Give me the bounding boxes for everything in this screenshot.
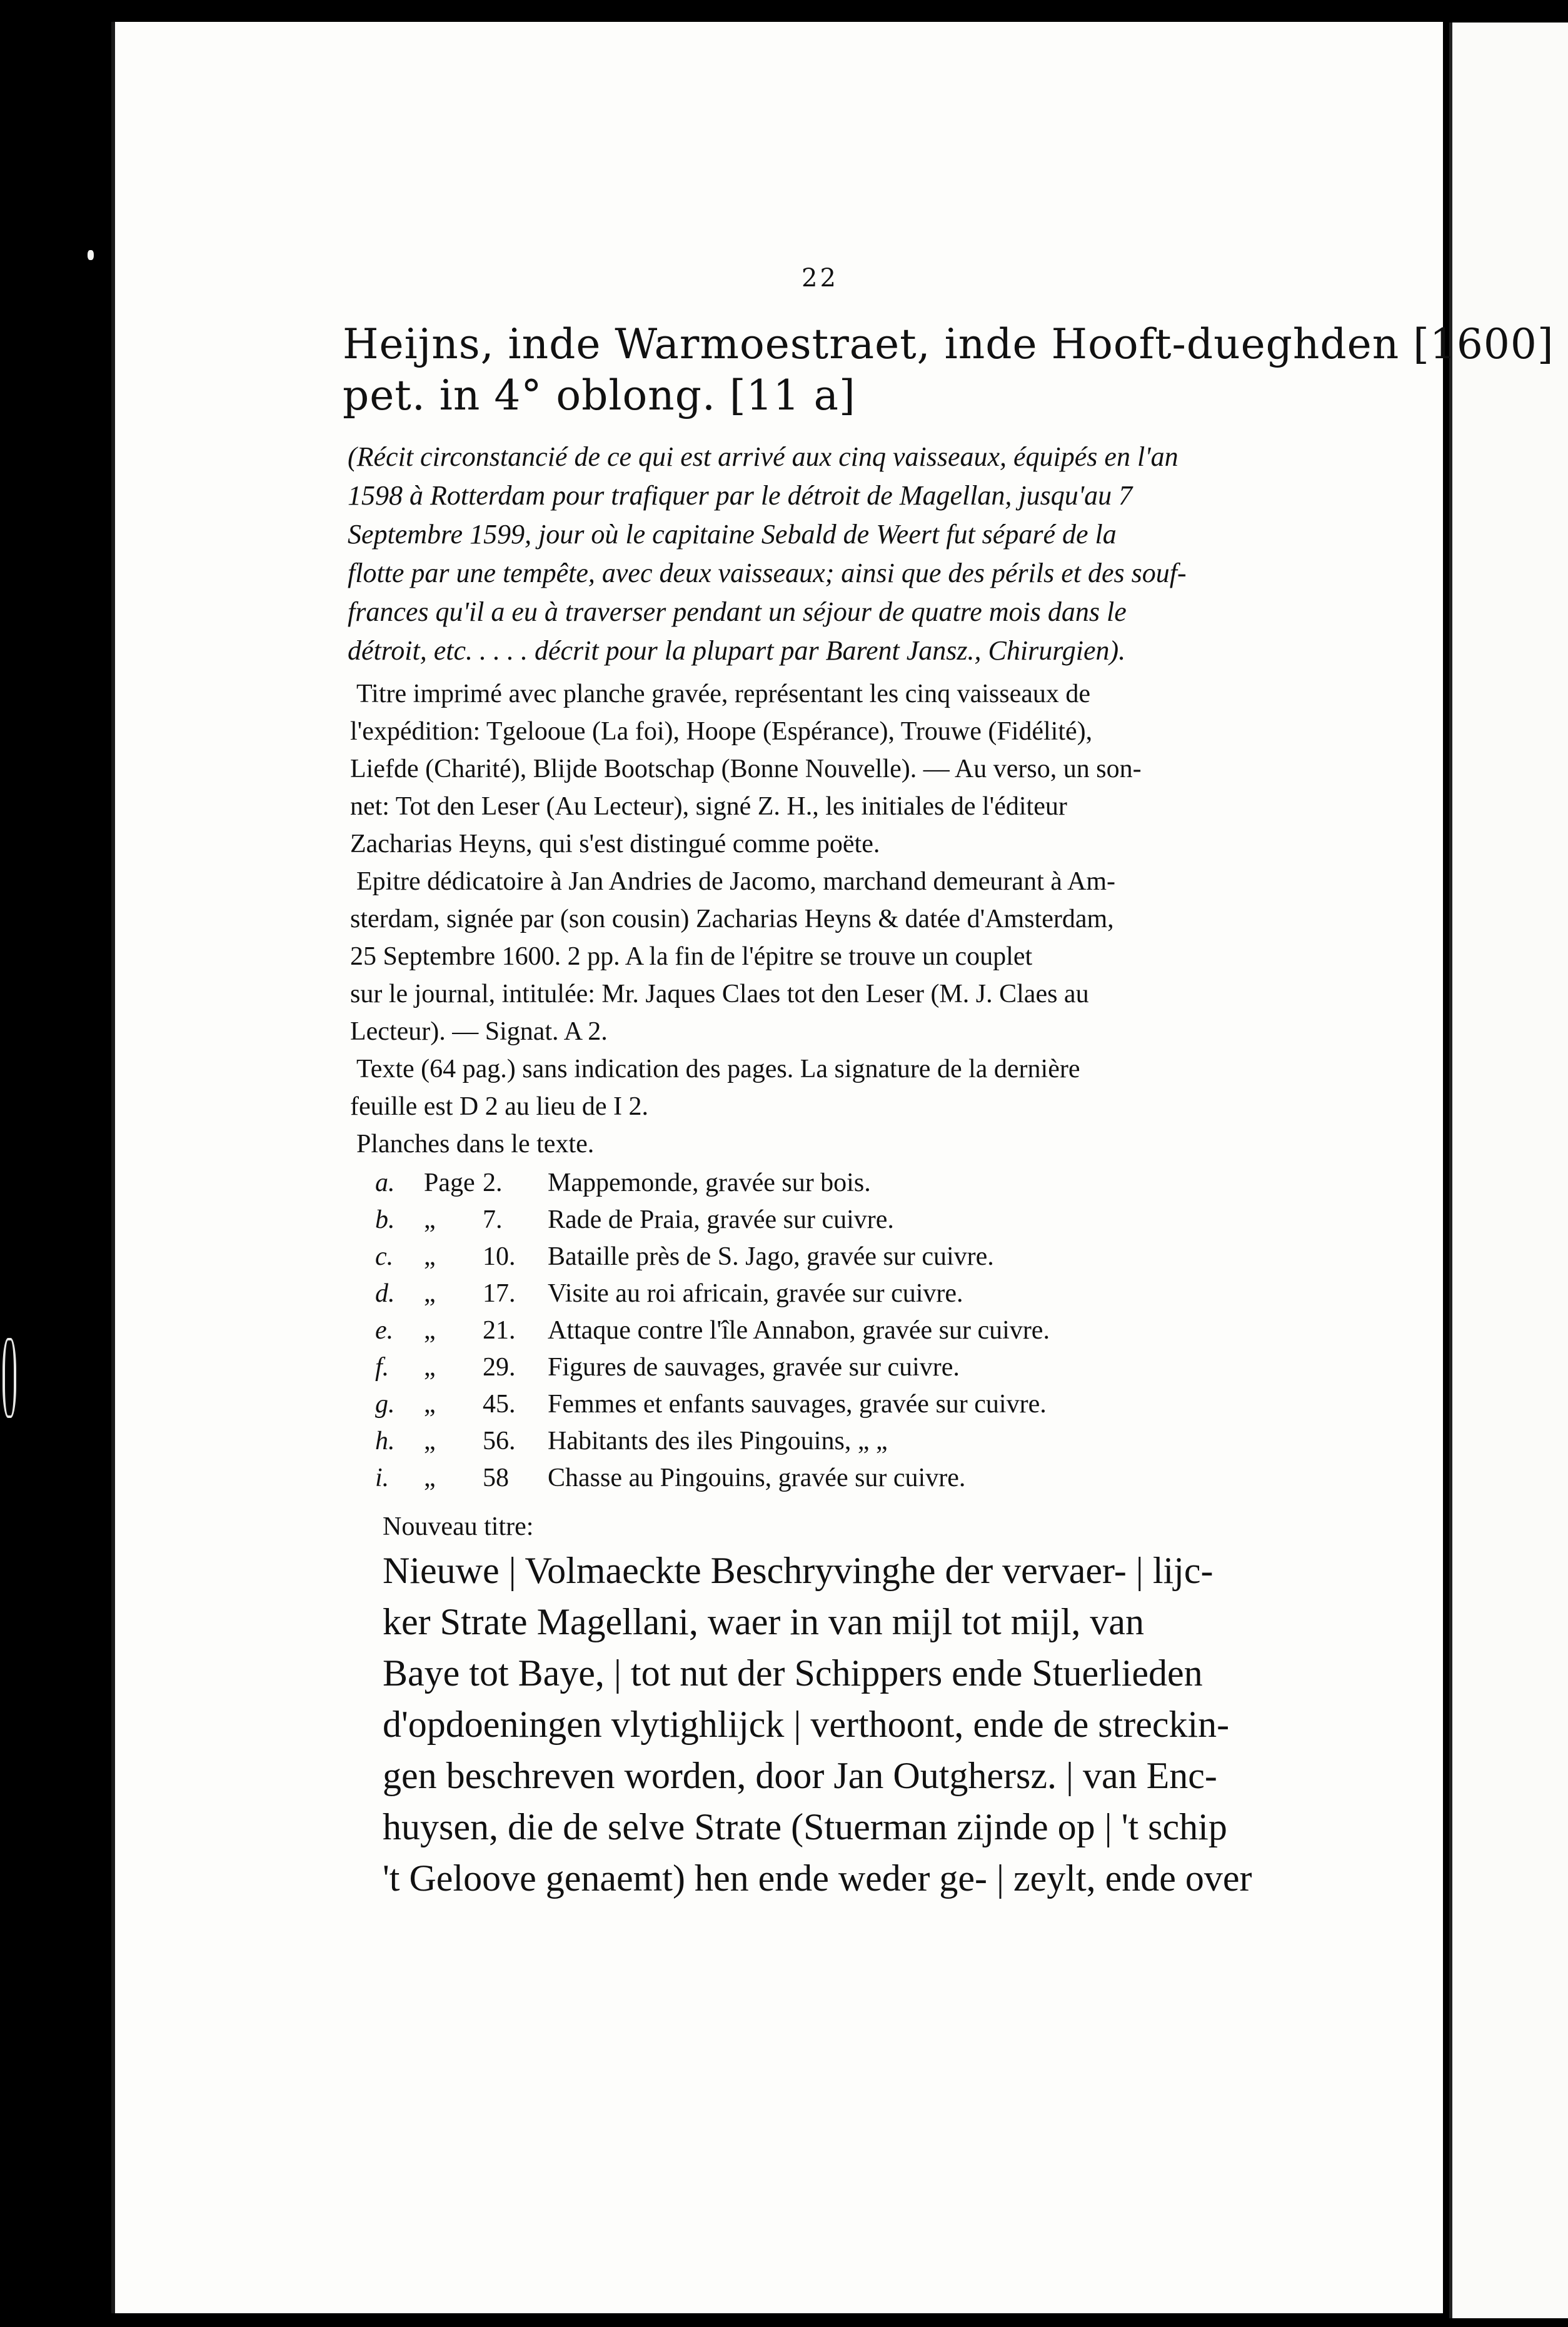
plate-page-label: „ [424, 1242, 436, 1271]
plate-page-label: „ [424, 1279, 436, 1308]
plate-letter: g. [375, 1390, 395, 1419]
plate-page-label: „ [424, 1316, 436, 1345]
body-line-8: 25 Septembre 1600. 2 pp. A la fin de l'épitre se trouve un couplet [350, 942, 1033, 971]
plate-letter: a. [375, 1169, 395, 1197]
title-line-6: huysen, die de selve Strate (Stuerman zijnde op | 't schip [383, 1806, 1227, 1847]
plate-page-label: „ [424, 1353, 436, 1382]
body-line-11: Texte (64 pag.) sans indication des pages. La signature de la dernière [356, 1055, 1080, 1083]
plate-description: Rade de Praia, gravée sur cuivre. [548, 1205, 894, 1234]
title-line-7: 't Geloove genaemt) hen ende weder ge- | zeylt, ende over [383, 1857, 1252, 1899]
plate-page: 45. [483, 1390, 516, 1419]
binding-dot [88, 250, 94, 260]
plate-page: 7. [483, 1205, 503, 1234]
body-line-12: feuille est D 2 au lieu de I 2. [350, 1092, 649, 1121]
plate-description: Chasse au Pingouins, gravée sur cuivre. [548, 1464, 966, 1492]
page-number: 22 [802, 264, 838, 293]
plate-description: Visite au roi africain, gravée sur cuivre. [548, 1279, 963, 1308]
plate-page-label: „ [424, 1427, 436, 1455]
plate-description: Attaque contre l'île Annabon, gravée sur cuivre. [548, 1316, 1050, 1345]
body-line-6: Epitre dédicatoire à Jan Andries de Jacomo, marchand demeurant à Am- [356, 867, 1116, 896]
binding-mark [3, 1338, 16, 1418]
summary-line-2: 1598 à Rotterdam pour trafiquer par le détroit de Magellan, jusqu'au 7 [348, 480, 1133, 511]
body-line-7: sterdam, signée par (son cousin) Zacharias Heyns & datée d'Amsterdam, [350, 905, 1114, 933]
plate-page: 2. [483, 1169, 503, 1197]
body-line-13: Planches dans le texte. [356, 1130, 595, 1158]
plate-description: Mappemonde, gravée sur bois. [548, 1169, 871, 1197]
plate-description: Habitants des iles Pingouins, „ „ [548, 1427, 888, 1455]
plate-letter: d. [375, 1279, 395, 1308]
body-line-10: Lecteur). — Signat. A 2. [350, 1017, 608, 1046]
title-line-4: d'opdoeningen vlytighlijck | verthoont, ende de streckin- [383, 1704, 1230, 1745]
plate-description: Femmes et enfants sauvages, gravée sur cuivre. [548, 1390, 1047, 1419]
plate-page-label: Page [424, 1169, 475, 1197]
summary-line-6: détroit, etc. . . . . décrit pour la plupart par Barent Jansz., Chirurgien). [348, 635, 1126, 666]
plate-letter: b. [375, 1205, 395, 1234]
plate-letter: c. [375, 1242, 394, 1271]
plate-letter: e. [375, 1316, 394, 1345]
body-line-9: sur le journal, intitulée: Mr. Jaques Claes tot den Leser (M. J. Claes au [350, 980, 1089, 1008]
plate-page-label: „ [424, 1464, 436, 1492]
body-line-2: l'expédition: Tgelooue (La foi), Hoope (Espérance), Trouwe (Fidélité), [350, 717, 1093, 746]
body-line-5: Zacharias Heyns, qui s'est distingué comme poëte. [350, 830, 880, 858]
new-title-label: Nouveau titre: [383, 1512, 534, 1541]
plate-page: 17. [483, 1279, 516, 1308]
summary-line-5: frances qu'il a eu à traverser pendant un séjour de quatre mois dans le [348, 596, 1127, 627]
plate-description: Figures de sauvages, gravée sur cuivre. [548, 1353, 960, 1382]
title-line-3: Baye tot Baye, | tot nut der Schippers ende Stuerlieden [383, 1652, 1203, 1694]
plate-page: 58 [483, 1464, 509, 1492]
heading-line-2: pet. in 4° oblong. [11 a] [343, 371, 856, 420]
title-line-1: Nieuwe | Volmaeckte Beschryvinghe der vervaer- | lijc- [383, 1550, 1214, 1591]
title-line-2: ker Strate Magellani, waer in van mijl tot mijl, van [383, 1601, 1145, 1642]
plate-page: 10. [483, 1242, 516, 1271]
body-line-1: Titre imprimé avec planche gravée, représentant les cinq vaisseaux de [356, 680, 1090, 708]
summary-line-3: Septembre 1599, jour où le capitaine Sebald de Weert fut séparé de la [348, 519, 1117, 550]
body-line-3: Liefde (Charité), Blijde Bootschap (Bonne Nouvelle). — Au verso, un son- [350, 755, 1142, 783]
plate-page-label: „ [424, 1390, 436, 1419]
plate-page: 21. [483, 1316, 516, 1345]
plate-page-label: „ [424, 1205, 436, 1234]
plate-letter: h. [375, 1427, 395, 1455]
plate-description: Bataille près de S. Jago, gravée sur cuivre. [548, 1242, 994, 1271]
plate-letter: f. [375, 1353, 389, 1382]
body-line-4: net: Tot den Leser (Au Lecteur), signé Z. H., les initiales de l'éditeur [350, 792, 1067, 821]
title-line-5: gen beschreven worden, door Jan Outghersz. | van Enc- [383, 1755, 1217, 1796]
heading-line-1: Heijns, inde Warmoestraet, inde Hooft-dueghden [1600] [343, 320, 1554, 368]
plate-page: 56. [483, 1427, 516, 1455]
plate-letter: i. [375, 1464, 389, 1492]
summary-line-1: (Récit circonstancié de ce qui est arrivé aux cinq vaisseaux, équipés en l'an [348, 441, 1179, 472]
plate-page: 29. [483, 1353, 516, 1382]
summary-line-4: flotte par une tempête, avec deux vaisseaux; ainsi que des périls et des souf- [348, 558, 1187, 588]
